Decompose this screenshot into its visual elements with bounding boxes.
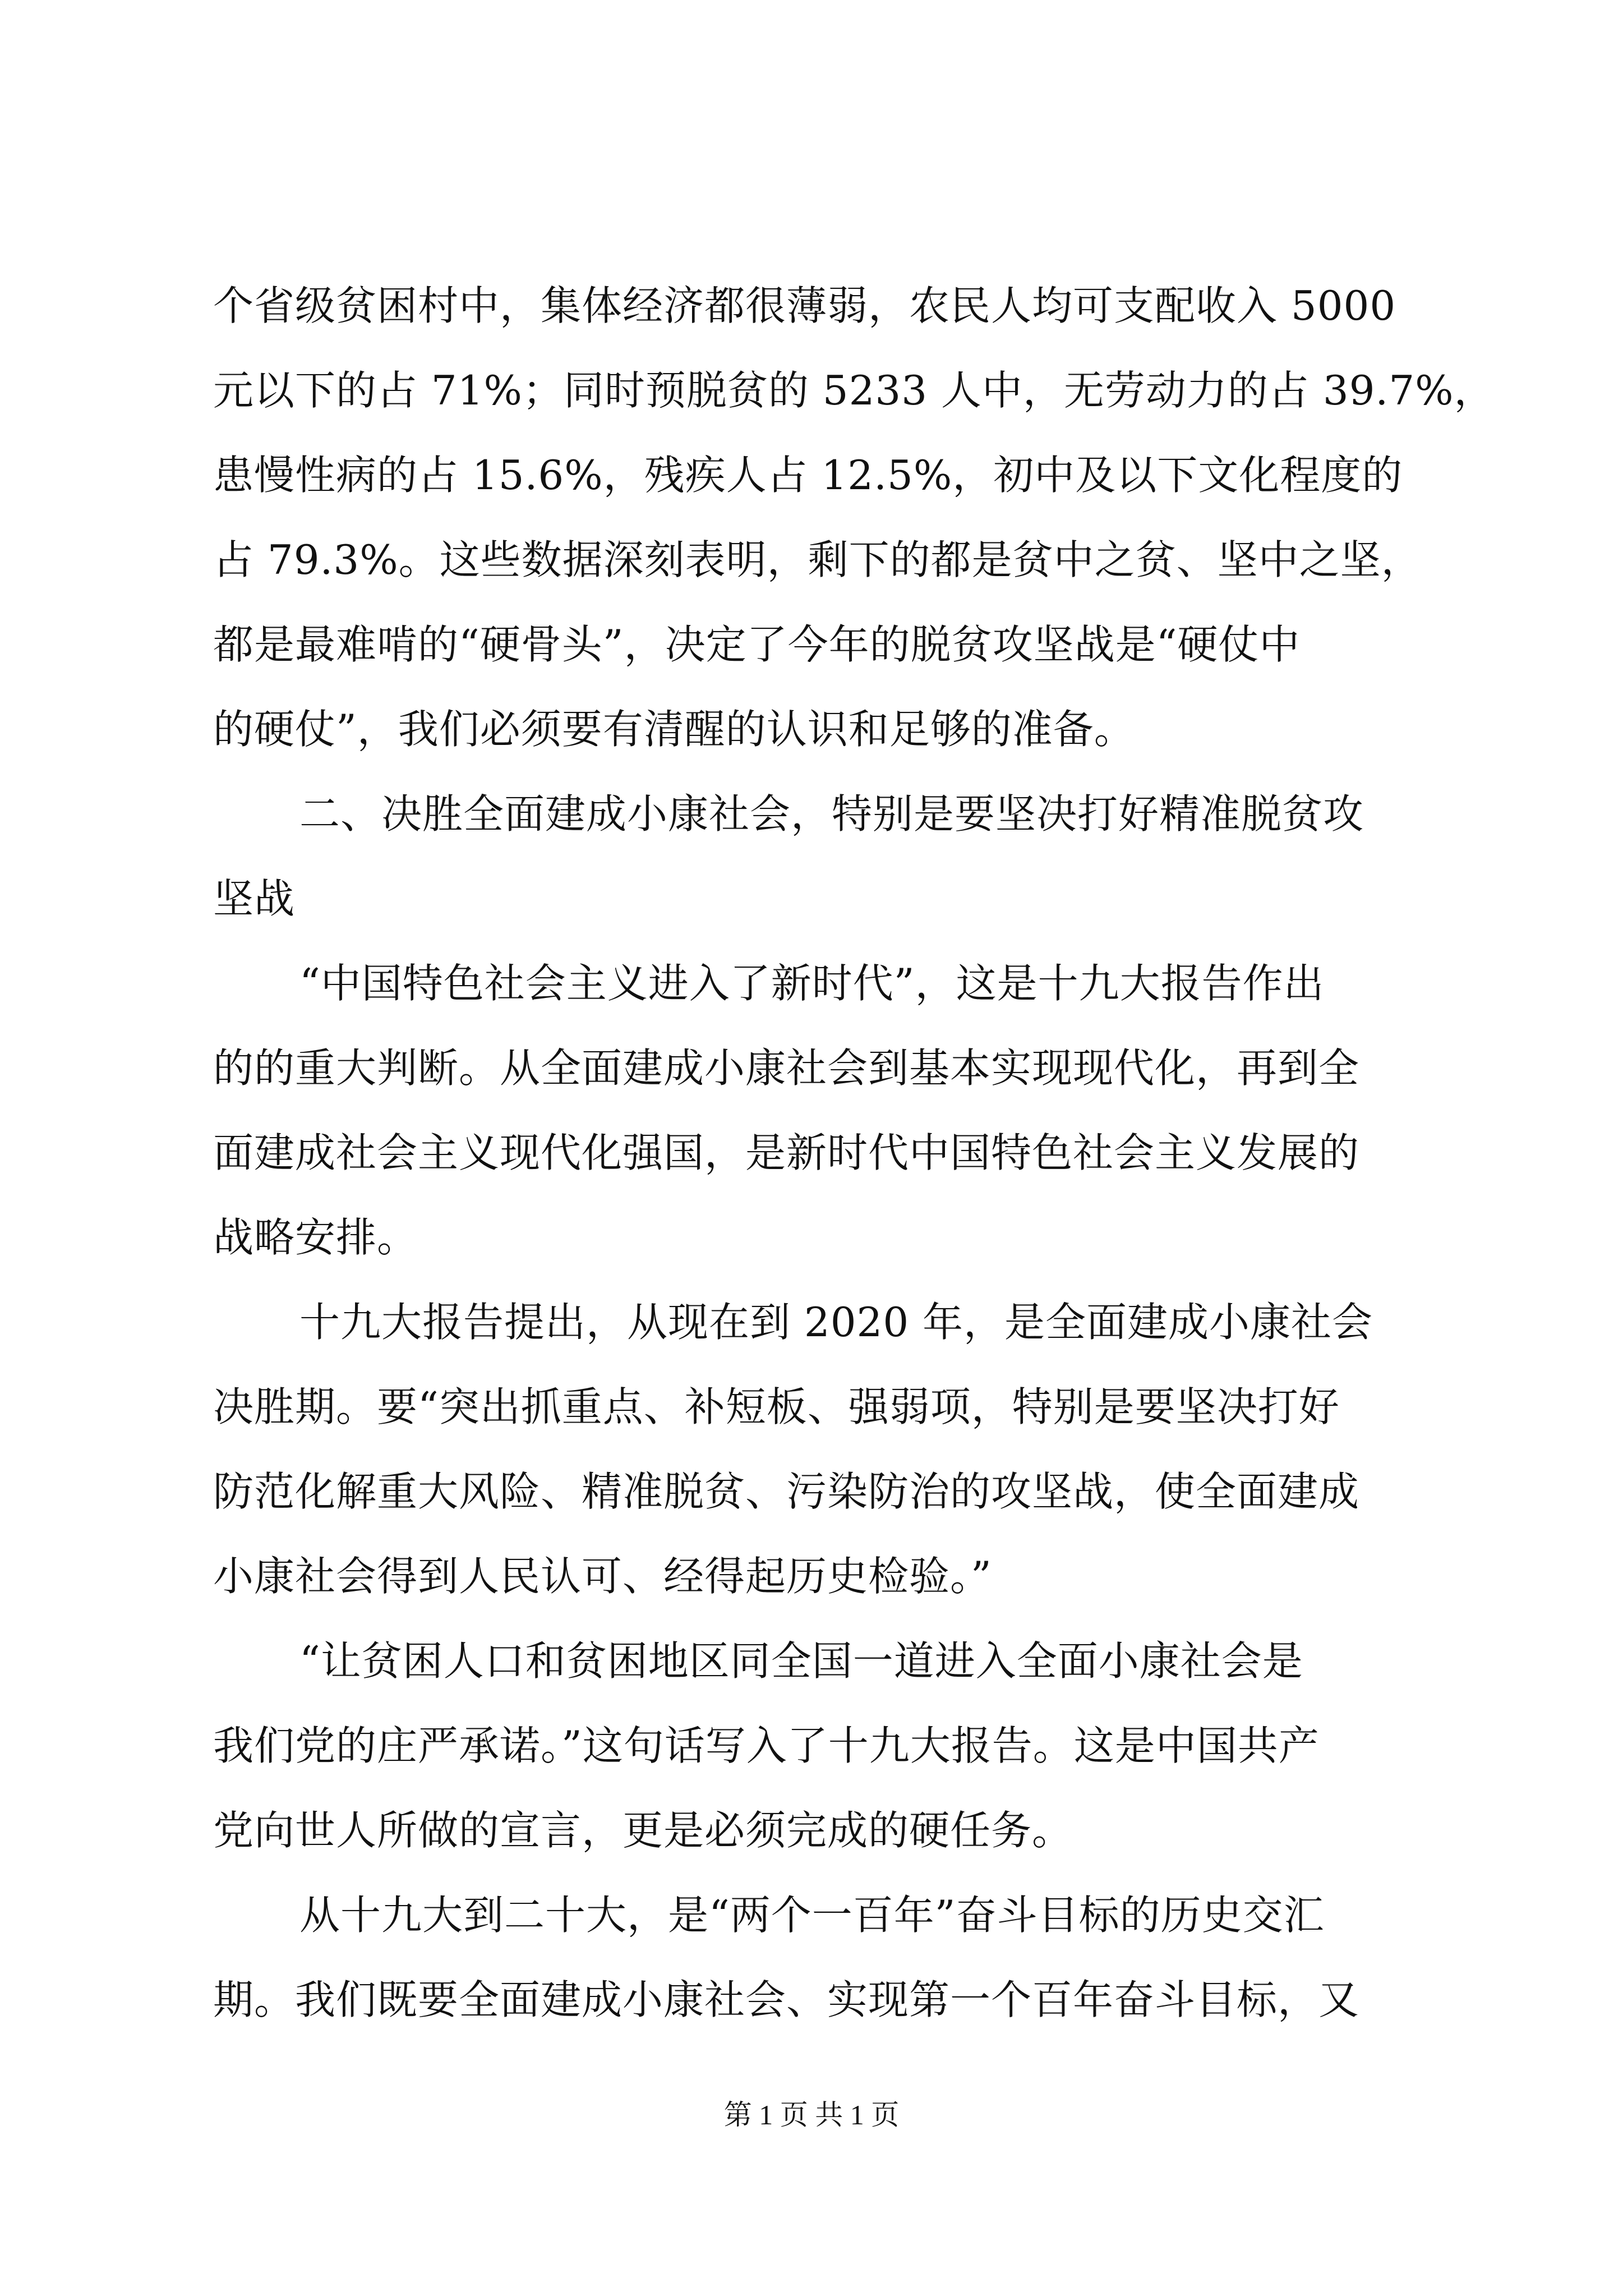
text-line: 从十九大到二十大，是“两个一百年”奋斗目标的历史交汇 [299,1892,1325,1939]
text-line: 小康社会得到人民认可、经得起历史检验。” [213,1553,992,1600]
text-line: “中国特色社会主义进入了新时代”，这是十九大报告作出 [299,960,1325,1007]
text-line: 我们党的庄严承诺。”这句话写入了十九大报告。这是中国共产 [213,1722,1320,1769]
text-line: 的的重大判断。从全面建成小康社会到基本实现现代化，再到全 [213,1045,1360,1092]
text-line: 坚战 [213,875,296,922]
text-line: 面建成社会主义现代化强国，是新时代中国特色社会主义发展的 [213,1129,1360,1176]
text-line: 都是最难啃的“硬骨头”，决定了今年的脱贫攻坚战是“硬仗中 [213,621,1301,668]
text-line: 党向世人所做的宣言，更是必须完成的硬任务。 [213,1807,1073,1854]
text-line: 十九大报告提出，从现在到 2020 年，是全面建成小康社会 [299,1299,1373,1346]
text-line: 决胜期。要“突出抓重点、补短板、强弱项，特别是要坚决打好 [213,1383,1340,1430]
text-line: 患慢性病的占 15.6%，残疾人占 12.5%，初中及以下文化程度的 [213,452,1403,499]
page-number-footer: 第 1 页 共 1 页 [723,2099,900,2131]
text-line: 期。我们既要全面建成小康社会、实现第一个百年奋斗目标，又 [213,1976,1360,2023]
text-line: 元以下的占 71%；同时预脱贫的 5233 人中，无劳动力的占 39.7%， [213,367,1495,414]
document-body [213,264,1495,2042]
text-line: 的硬仗”，我们必须要有清醒的认识和足够的准备。 [213,706,1135,753]
text-line: 占 79.3%。这些数据深刻表明，剩下的都是贫中之贫、坚中之坚， [213,536,1422,583]
text-line: “让贫困人口和贫困地区同全国一道进入全面小康社会是 [299,1637,1303,1685]
text-line: 个省级贫困村中，集体经济都很薄弱，农民人均可支配收入 5000 [213,282,1396,329]
text-line: 二、决胜全面建成小康社会，特别是要坚决打好精准脱贫攻 [299,790,1364,838]
text-line: 防范化解重大风险、精准脱贫、污染防治的攻坚战，使全面建成 [213,1468,1360,1515]
text-line: 战略安排。 [213,1214,418,1261]
